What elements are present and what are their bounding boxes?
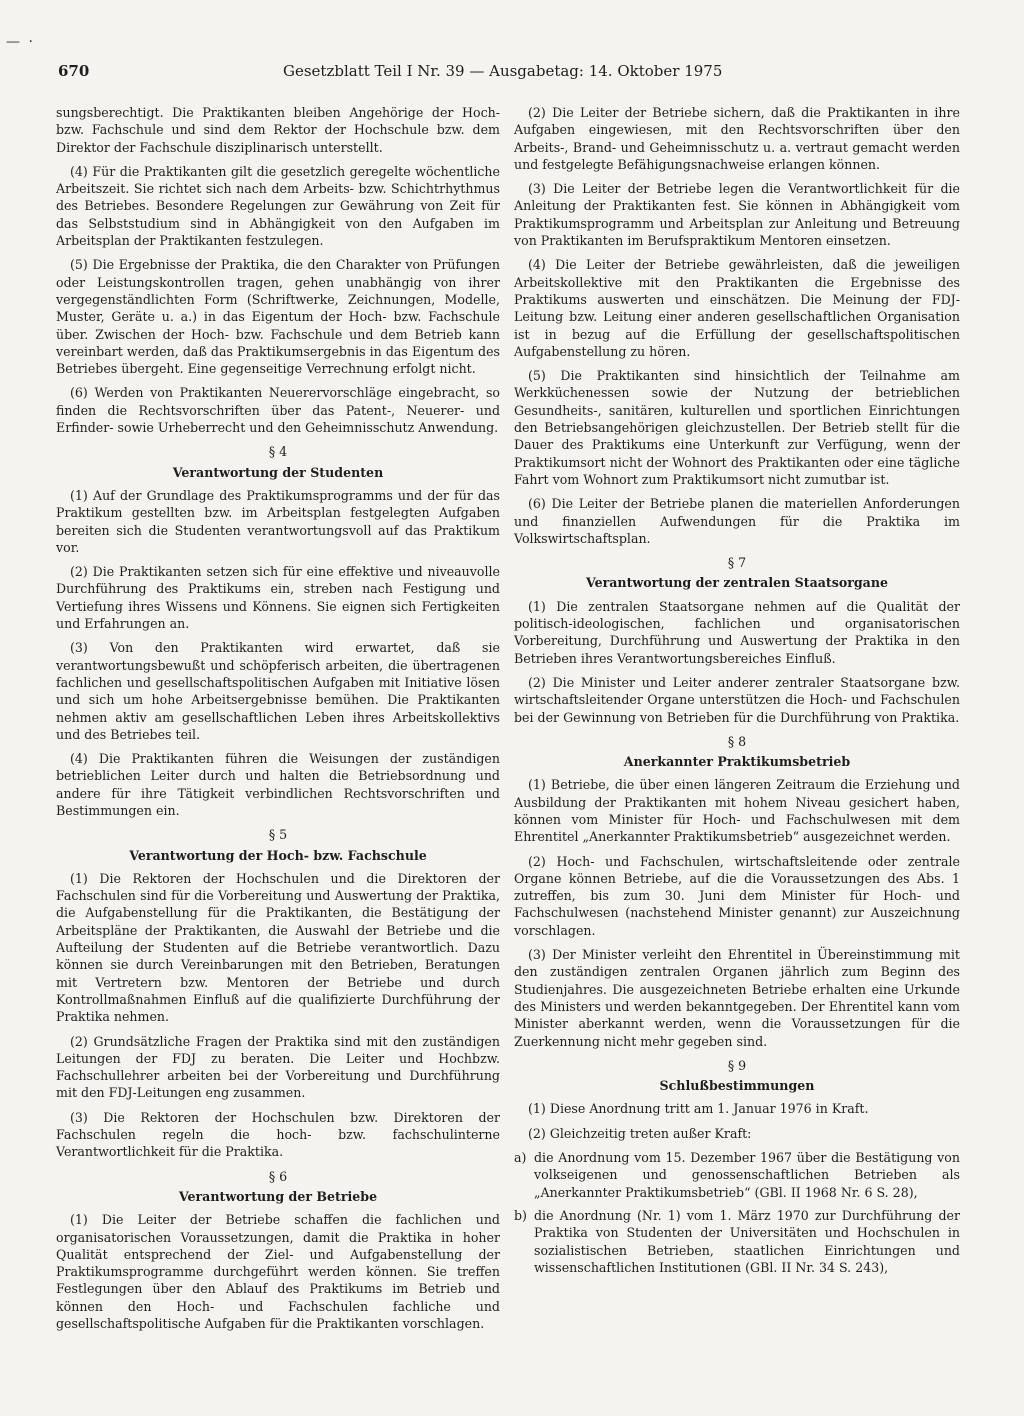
section-title: Verantwortung der zentralen Staatsorgane: [585, 575, 888, 591]
list-item-label: b): [514, 1207, 527, 1223]
list-item-label: a): [514, 1150, 527, 1166]
paragraph: (6) Die Leiter der Betriebe planen die materiellen Anforderungen und finanziellen Aufwendungen für die Praktika im Volkswirtschaftsplan.: [514, 496, 960, 546]
section-number: § 6: [268, 1168, 288, 1184]
paragraph: (2) Die Minister und Leiter anderer zentraler Staatsorgane bzw. wirtschaftsleitender Organe unterstützen die Hoch- und Fachschulen bei der Gewinnung von Betrieben für die Durchführung von Praktika.: [514, 674, 960, 725]
paragraph: (4) Die Leiter der Betriebe gewährleisten, daß die jeweiligen Arbeitskollektive mit den Praktikanten die Ergebnisse des Praktikums auswerten und einschätzen. Die Meinung der FDJ-Leitung bzw. Leitung einer anderen gesellschaftlichen Organisation ist in bezug auf die Erfüllung der gesellschaftspolitischen Aufgabenstellung zu hören.: [514, 257, 960, 359]
section-number: § 4: [268, 444, 288, 460]
section-title: Schlußbestimmungen: [659, 1078, 815, 1094]
section-title: Verantwortung der Studenten: [172, 464, 384, 480]
paragraph: (4) Für die Praktikanten gilt die gesetzlich geregelte wöchentliche Arbeitszeit. Sie richtet sich nach dem Arbeits- bzw. Schichtrhythmus des Betriebes. Besondere Regelungen zur Gewährung von Zeit für das Selbststudium sind in Abhängigkeit von den Aufgaben im Arbeitsplan der Praktikanten festzulegen.: [56, 163, 500, 249]
paragraph: (5) Die Praktikanten sind hinsichtlich der Teilnahme am Werkküchenessen sowie der Nutzung der betrieblichen Gesundheits-, sanitären, kulturellen und sportlichen Einrichtungen den Betriebsangehörigen gleichzustellen. Der Betrieb stellt für die Dauer des Praktikums eine Unterkunft zur Verfügung, wenn der Praktikumsort nicht der Wohnort des Praktikanten oder eine tägliche Fahrt vom Wohnort zum Praktikumsort nicht zumutbar ist.: [514, 368, 960, 487]
list-item-text: die Anordnung (Nr. 1) vom 1. März 1970 zur Durchführung der Praktika von Studenten der Universitäten und Hochschulen in sozialistischen Betrieben, staatlichen Einrichtungen und wissenschaftlichen Institutionen (GBl. II Nr. 34 S. 243),: [534, 1207, 960, 1275]
paragraph: (1) Die Rektoren der Hochschulen und die Direktoren der Fachschulen sind für die Vorbereitung und Auswertung der Praktika, die Aufgabenstellung für die Praktikanten, die Bestätigung der Arbeitspläne der Praktikanten, die Auswahl der Betriebe und die Aufteilung der Studenten auf die Betriebe verantwortlich. Dazu können sie durch Vereinbarungen mit den Betrieben, Beratungen mit Vertretern bzw. Mentoren der Betriebe und durch Kontrollmaßnahmen Einfluß auf die qualifizierte Durchführung der Praktika nehmen.: [56, 870, 500, 1025]
page-number: 670: [58, 62, 90, 80]
section-title: Verantwortung der Betriebe: [178, 1188, 378, 1204]
paragraph: (3) Der Minister verleiht den Ehrentitel in Übereinstimmung mit den zuständigen zentralen Organen jährlich zum Beginn des Studienjahres. Die ausgezeichneten Betriebe erhalten eine Urkunde des Ministers und werden bekanntgegeben. Der Ehrentitel kann vom Minister aberkannt werden, wenn die Voraussetzungen für die Zuerkennung nicht mehr gegeben sind.: [514, 947, 960, 1049]
paragraph: (3) Von den Praktikanten wird erwartet, daß sie verantwortungsbewußt und schöpferisch arbeiten, die übertragenen fachlichen und gesellschaftspolitischen Aufgaben mit Initiative lösen und sich um hohe Arbeitsergebnisse bemühen. Die Praktikanten nehmen aktiv am gesellschaftlichen Leben ihres Arbeitskollektivs und des Betriebes teil.: [56, 640, 500, 742]
paragraph: sungsberechtigt. Die Praktikanten bleiben Angehörige der Hoch- bzw. Fachschule und sind dem Rektor der Hochschule bzw. dem Direktor der Fachschule disziplinarisch unterstellt.: [56, 105, 500, 155]
paragraph: (1) Betriebe, die über einen längeren Zeitraum die Erziehung und Ausbildung der Praktikanten mit hohem Niveau gesichert haben, können vom Minister für Hoch- und Fachschulwesen mit dem Ehrentitel „Anerkannter Praktikumsbetrieb“ ausgezeichnet werden.: [514, 777, 960, 845]
paragraph: (2) Grundsätzliche Fragen der Praktika sind mit den zuständigen Leitungen der FDJ zu beraten. Die Leiter und Hochbzw. Fachschullehrer arbeiten bei der Vorbereitung und Durchführung mit den FDJ-Leitungen eng zusammen.: [56, 1033, 500, 1101]
paragraph: (2) Die Praktikanten setzen sich für eine effektive und niveauvolle Durchführung des Praktikums ein, streben nach Festigung und Vertiefung ihres Wissens und Könnens. Sie eignen sich Fertigkeiten und Erfahrungen an.: [56, 564, 500, 632]
section-title: Anerkannter Praktikumsbetrieb: [623, 754, 851, 770]
page-header: [58, 60, 998, 96]
section-title: Verantwortung der Hoch- bzw. Fachschule: [129, 847, 427, 863]
section-number: § 9: [727, 1057, 747, 1073]
paragraph: (4) Die Praktikanten führen die Weisungen der zuständigen betrieblichen Leiter durch und halten die Betriebsordnung und andere für ihre Tätigkeit verbindlichen Rechtsvorschriften und Bestimmungen ein.: [56, 751, 500, 818]
paragraph: (2) Die Leiter der Betriebe sichern, daß die Praktikanten in ihre Aufgaben eingewiesen, mit den Rechtsvorschriften über den Arbeits-, Brand- und Geheimnisschutz u. a. vertraut gemacht werden und festgelegte Befähigungsnachweise erlangen können.: [514, 105, 960, 172]
paragraph: (2) Hoch- und Fachschulen, wirtschaftsleitende oder zentrale Organe können Betriebe, auf die die Voraussetzungen des Abs. 1 zutreffen, bis zum 30. Juni dem Minister für Hoch- und Fachschulwesen (nachstehend Minister genannt) zur Auszeichnung vorschlagen.: [514, 853, 960, 938]
list-item: [514, 1207, 960, 1276]
running-title: Gesetzblatt Teil I Nr. 39 — Ausgabetag: 14. Oktober 1975: [283, 62, 723, 80]
paragraph: (3) Die Rektoren der Hochschulen bzw. Direktoren der Fachschulen regeln die hoch- bzw. fachschulinterne Verantwortlichkeit für die Praktika.: [56, 1109, 500, 1160]
paragraph: (6) Werden von Praktikanten Neuerervorschläge eingebracht, so finden die Rechtsvorschriften über das Patent-, Neuerer- und Erfinder- sowie Urheberrecht und den Geheimnisschutz Anwendung.: [56, 385, 500, 436]
list-item-text: die Anordnung vom 15. Dezember 1967 über die Bestätigung von volkseigenen und genossenschaftlichen Betrieben als „Anerkannter Praktikumsbetrieb“ (GBl. II 1968 Nr. 6 S. 28),: [534, 1150, 960, 1200]
paragraph: (1) Auf der Grundlage des Praktikumsprogramms und der für das Praktikum gestellten bzw. im Arbeitsplan festgelegten Aufgaben bereiten sich die Studenten verantwortungsvoll auf das Praktikum vor.: [56, 487, 500, 555]
section-number: § 7: [727, 555, 747, 571]
paragraph: (1) Die Leiter der Betriebe schaffen die fachlichen und organisatorischen Voraussetzungen, damit die Praktika in hoher Qualität entsprechend der Ziel- und Aufgabenstellung der Praktikumsprogramme durchgeführt werden können. Sie treffen Festlegungen über den Ablauf des Praktikums im Betrieb und können den Hoch- und Fachschulen fachliche und gesellschaftspolitische Aufgaben für die Praktikanten vorschlagen.: [56, 1212, 500, 1331]
list-item: [514, 1149, 960, 1201]
paragraph: (2) Gleichzeitig treten außer Kraft:: [528, 1125, 752, 1141]
right-column: [514, 104, 960, 1282]
left-column: [56, 104, 500, 1339]
section-number: § 5: [268, 827, 288, 843]
section-number: § 8: [727, 733, 747, 749]
paragraph: (1) Die zentralen Staatsorgane nehmen auf die Qualität der politisch-ideologischen, fachlichen und organisatorischen Vorbereitung, Durchführung und Auswertung der Praktika in den Betrieben ihres Verantwortungsbereiches Einfluß.: [514, 598, 960, 666]
margin-mark: — ·: [6, 34, 35, 50]
paragraph: (3) Die Leiter der Betriebe legen die Verantwortlichkeit für die Anleitung der Praktikanten fest. Sie können in Abhängigkeit vom Praktikumsprogramm und Arbeitsplan zur Anleitung und Betreuung von Praktikanten im Berufspraktikum Mentoren einsetzen.: [514, 181, 960, 249]
paragraph: (1) Diese Anordnung tritt am 1. Januar 1976 in Kraft.: [528, 1101, 869, 1117]
paragraph: (5) Die Ergebnisse der Praktika, die den Charakter von Prüfungen oder Leistungskontrollen tragen, gehen unabhängig von ihrer vergegenständlichten Form (Schriftwerke, Zeichnungen, Modelle, Muster, Geräte u. a.) in das Eigentum der Hoch- bzw. Fachschule über. Zwischen der Hoch- bzw. Fachschule und dem Betrieb kann vereinbart werden, daß das Praktikumsergebnis in das Eigentum des Betriebes übergeht. Eine gegenseitige Verrechnung erfolgt nicht.: [56, 257, 500, 377]
